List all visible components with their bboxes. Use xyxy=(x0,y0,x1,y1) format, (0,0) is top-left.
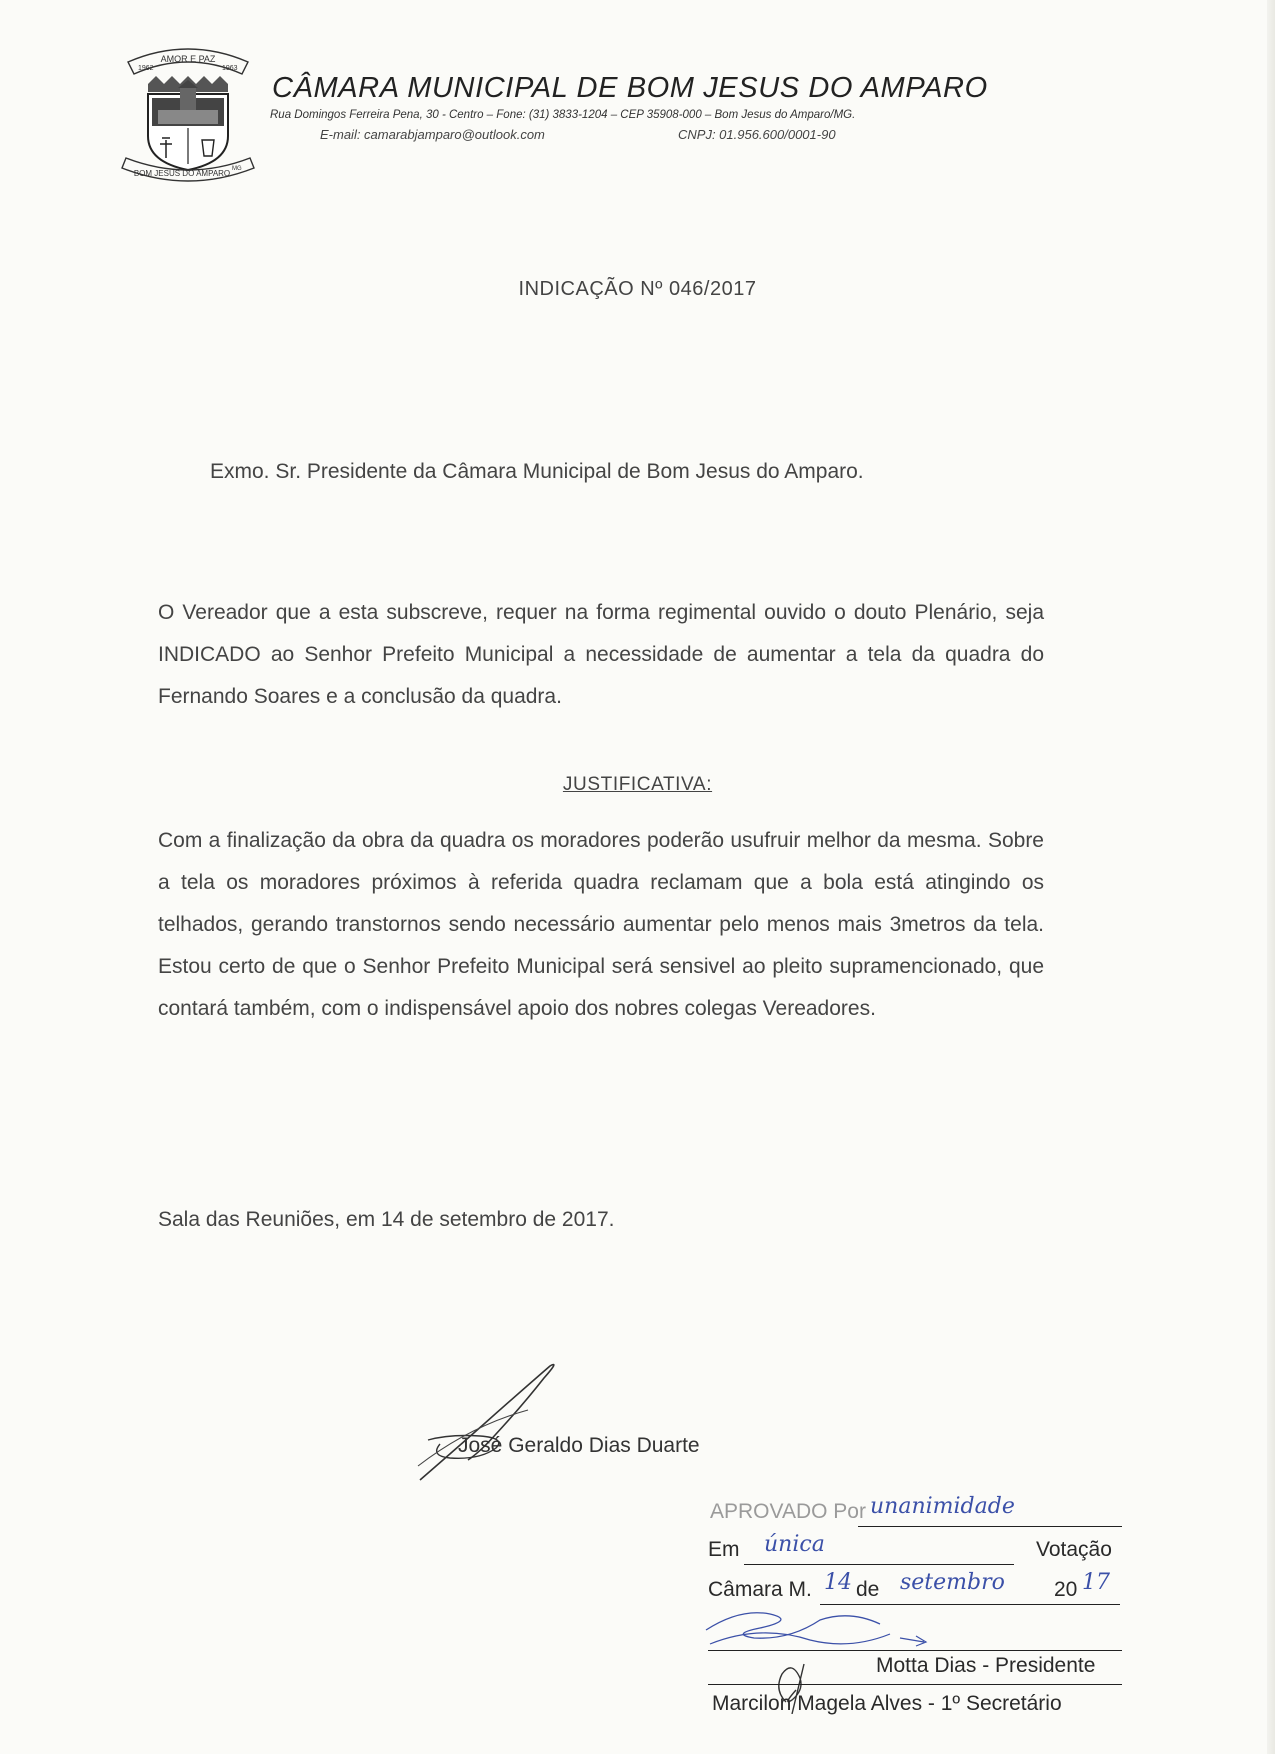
addressee-line: Exmo. Sr. Presidente da Câmara Municipal de Bom Jesus do Amparo. xyxy=(210,460,864,483)
seal-year-right: 1963 xyxy=(222,65,238,72)
organization-name: CÂMARA MUNICIPAL DE BOM JESUS DO AMPARO xyxy=(272,72,988,104)
president-rule-bottom xyxy=(708,1684,1122,1685)
signer-name: José Geraldo Dias Duarte xyxy=(458,1434,700,1457)
approval-by-rule xyxy=(858,1526,1122,1527)
votacao-label: Votação xyxy=(1036,1538,1112,1561)
de-label: de xyxy=(856,1578,880,1601)
em-rule xyxy=(744,1564,1014,1565)
seal-banner-suffix: MG xyxy=(232,166,242,172)
em-label: Em xyxy=(708,1538,740,1561)
approval-prefix: APROVADO Por xyxy=(710,1500,866,1523)
justification-heading: JUSTIFICATIVA: xyxy=(562,774,713,795)
seal-motto: AMOR E PAZ xyxy=(160,54,216,64)
document-title: INDICAÇÃO Nº 046/2017 xyxy=(518,278,757,300)
month-handwritten: setembro xyxy=(900,1570,1005,1595)
president-line: Motta Dias - Presidente xyxy=(876,1654,1096,1677)
organization-email: E-mail: camarabjamparo@outlook.com xyxy=(320,127,545,142)
dateline: Sala das Reuniões, em 14 de setembro de 2017. xyxy=(158,1208,615,1231)
em-handwritten: única xyxy=(764,1532,825,1557)
request-paragraph-text: O Vereador que a esta subscreve, requer na forma regimental ouvido o douto Plenário, seja INDICADO ao Senhor Prefeito Municipal a necessidade de aumentar a tela da quadra do Fernando Soares e a conclusão da quadra. xyxy=(158,601,1044,708)
day-handwritten: 14 xyxy=(824,1570,852,1595)
scan-edge xyxy=(1267,0,1275,1754)
organization-cnpj: CNPJ: 01.956.600/0001-90 xyxy=(678,127,836,142)
camara-label: Câmara M. xyxy=(708,1578,812,1601)
secretary-line: Marcilon Magela Alves - 1º Secretário xyxy=(712,1692,1062,1715)
approval-stamp xyxy=(700,1490,1130,1720)
justification-paragraph xyxy=(158,820,1044,1030)
justification-paragraph-text: Com a finalização da obra da quadra os moradores poderão usufruir melhor da mesma. Sobre a tela os moradores próximos à referida quadra reclamam que a bola está atingindo os telhados, gerando transtornos sendo necessário aumentar pelo menos mais 3metros da tela. Estou certo de que o Senhor Prefeito Municipal será sensivel ao pleito supramencionado, que contará também, com o indispensável apoio dos nobres colegas Vereadores. xyxy=(158,829,1044,1020)
president-rule-top xyxy=(708,1650,1122,1651)
year-prefix: 20 xyxy=(1054,1578,1078,1601)
municipal-seal-icon xyxy=(118,40,258,198)
year-handwritten: 17 xyxy=(1082,1570,1110,1595)
approval-by-handwritten: unanimidade xyxy=(870,1494,1015,1519)
organization-address: Rua Domingos Ferreira Pena, 30 - Centro – Fone: (31) 3833-1204 – CEP 35908-000 – Bom Jesus do Amparo/MG. xyxy=(270,109,856,121)
seal-year-left: 1962 xyxy=(138,65,154,72)
seal-banner-text: BOM JESUS DO AMPARO xyxy=(133,169,231,178)
request-paragraph xyxy=(158,592,1044,718)
handwritten-signature-icon xyxy=(410,1358,610,1488)
